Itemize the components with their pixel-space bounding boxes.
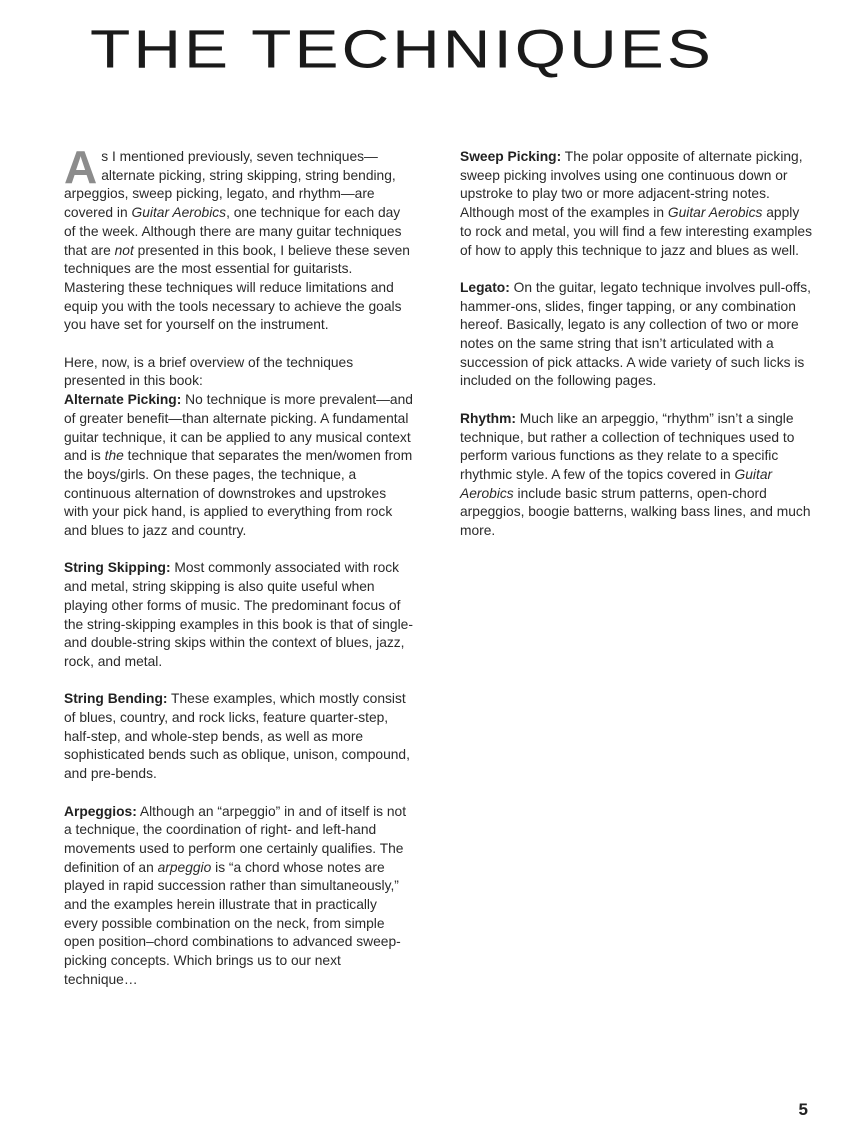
left-column: [64, 141, 414, 1008]
section-text: No technique is more prevalent—and of greater benefit—than alternate picking. A fundamental guitar technique, it can be applied to any musical context and is: [64, 392, 413, 464]
page-title: THE TECHNIQUES: [90, 18, 714, 80]
section-text: technique that separates the men/women from the boys/girls. On these pages, the technique, a continuous alternation of downstrokes and upstrokes with your pick hand, is applied to everything from rock and blues to jazz and country.: [64, 448, 413, 539]
section-text: Although an “arpeggio” in and of itself is not a technique, the coordination of right- and left-hand movements used to perform one certainly qualifies. The definition of an: [64, 803, 407, 875]
section-text: The polar opposite of alternate picking, sweep picking involves using one continuous down or upstroke to play two or more adjacent-string notes. Although most of the examples in: [460, 149, 803, 221]
book-title: Guitar Aerobics: [667, 205, 763, 221]
drop-cap: A: [64, 141, 98, 193]
emphasis: arpeggio: [157, 859, 212, 875]
section-heading: String Skipping:: [64, 560, 171, 576]
section-heading: Rhythm:: [460, 410, 516, 426]
emphasis: the: [104, 448, 124, 464]
section-heading: Sweep Picking:: [460, 149, 562, 164]
section-alternate-picking: [64, 391, 414, 541]
book-title: Guitar Aerobics: [131, 205, 227, 221]
section-legato: [460, 279, 812, 391]
emphasis: not: [114, 242, 134, 258]
section-arpeggios: [64, 803, 414, 990]
book-title: Guitar Aerobics: [460, 466, 773, 501]
section-text: On the guitar, legato technique involves pull-offs, hammer-ons, slides, finger tapping, or any combination hereof. Basically, legato is any collection of two or more notes on the same string that isn’t articulated with a succession of pick attacks. A wide variety of such licks is included on the following pages.: [460, 279, 811, 389]
overview-paragraph: Here, now, is a brief overview of the techniques presented in this book:: [64, 354, 354, 389]
section-sweep-picking: [460, 148, 812, 260]
section-heading: Alternate Picking:: [64, 392, 182, 408]
section-rhythm: [460, 410, 812, 541]
section-heading: Arpeggios:: [64, 803, 137, 819]
section-text: These examples, which mostly consist of blues, country, and rock licks, feature quarter-step, half-step, and whole-step bends, as well as more sophisticated bends such as oblique, unison, compound, and pre-bends.: [64, 691, 410, 782]
section-text: include basic strum patterns, open-chord arpeggios, boogie batterns, walking bass lines, and much more.: [460, 485, 811, 539]
intro-text: , one technique for each day of the week. Although there are many guitar techniques that are: [64, 205, 402, 258]
section-text: Much like an arpeggio, “rhythm” isn’t a single technique, but rather a collection of techniques used to perform various functions as they relate to a specific rhythmic style. A few of the topics covered in: [460, 410, 795, 482]
intro-text: presented in this book, I believe these seven techniques are the most essential for guitarists. Mastering these techniques will reduce limitations and equip you with the tools necessary to achieve the goals you have set for yourself on the instrument.: [64, 242, 410, 333]
section-string-skipping: [64, 559, 414, 671]
section-text: Most commonly associated with rock and metal, string skipping is also quite useful when playing other forms of music. The predominant focus of the string-skipping examples in this book is that of single- and double-string skips within the context of blues, jazz, rock, and metal.: [64, 560, 413, 669]
page-number: 5: [798, 1100, 808, 1119]
right-column: [460, 148, 812, 559]
section-string-bending: [64, 690, 414, 784]
intro-text: s I mentioned previously, seven techniques—alternate picking, string skipping, string bending, arpeggios, sweep picking, legato, and rhythm—are covered in: [64, 149, 396, 221]
section-text: apply to rock and metal, you will find a few interesting examples of how to apply this technique to jazz and blues as well.: [460, 205, 812, 258]
section-heading: String Bending:: [64, 691, 168, 707]
section-text: is “a chord whose notes are played in rapid succession rather than simultaneously,” and the examples herein illustrate that in practically every possible combination on the neck, from simple open position–chord combinations to advanced sweep-picking concepts. Which brings us to our next technique…: [64, 859, 401, 987]
intro-paragraph: [64, 141, 414, 335]
section-heading: Legato:: [460, 279, 510, 295]
